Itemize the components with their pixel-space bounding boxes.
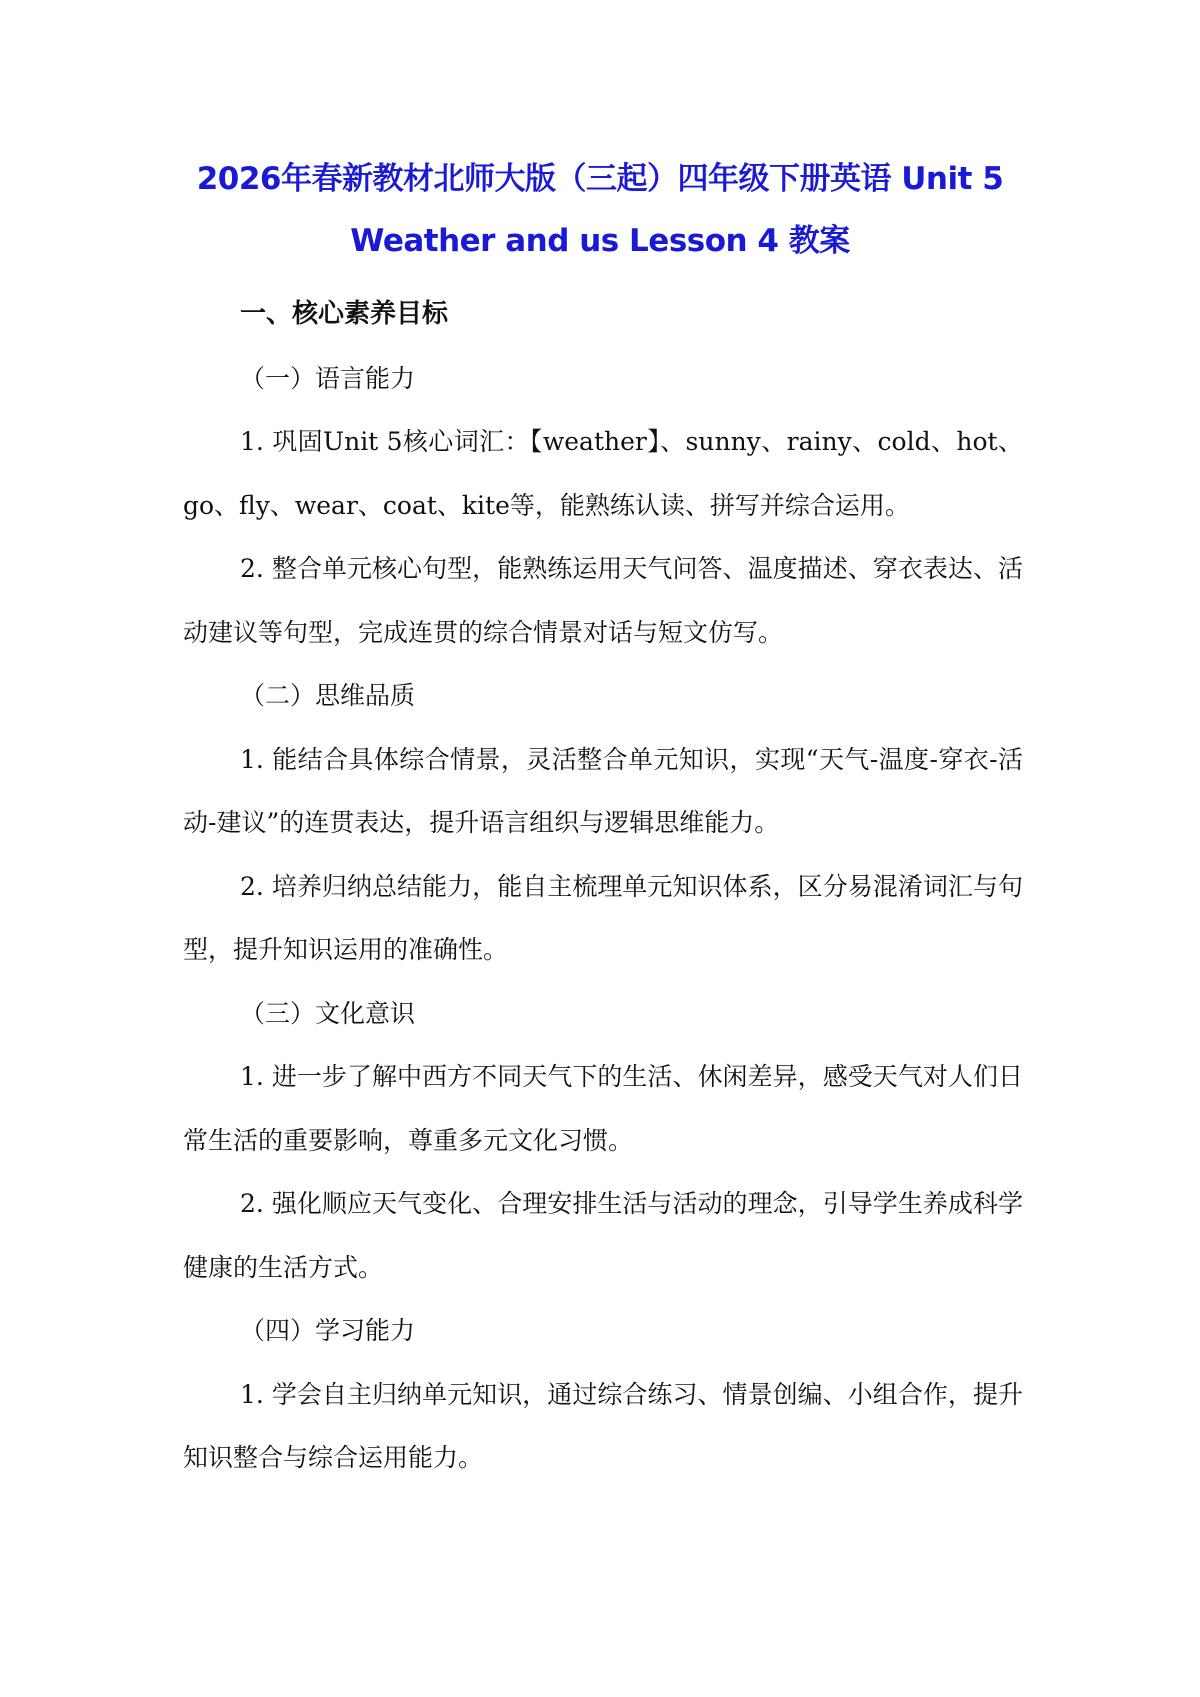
document-title: [150, 148, 1050, 272]
subsection-heading: （一）语言能力: [240, 363, 416, 393]
paragraph: 1. 巩固Unit 5核心词汇：【weather】、sunny、rainy、cold、hot、go、fly、wear、coat、kite等，能熟练认读、拼写并综合运用。: [183, 427, 1023, 520]
paragraph: 2. 培养归纳总结能力，能自主梳理单元知识体系，区分易混淆词汇与句型，提升知识运用的准确性。: [183, 871, 1023, 964]
paragraph: 1. 进一步了解中西方不同天气下的生活、休闲差异，感受天气对人们日常生活的重要影响，尊重多元文化习惯。: [183, 1062, 1023, 1155]
subsection-heading: （四）学习能力: [240, 1316, 416, 1345]
document-body: [183, 283, 1023, 1490]
subsection-heading: （三）文化意识: [240, 998, 416, 1028]
paragraph: 1. 学会自主归纳单元知识，通过综合练习、情景创编、小组合作，提升知识整合与综合运用能力。: [183, 1379, 1023, 1472]
paragraph: 2. 强化顺应天气变化、合理安排生活与活动的理念，引导学生养成科学健康的生活方式。: [183, 1189, 1023, 1282]
subsection-heading: （二）思维品质: [240, 681, 416, 710]
section-heading: 一、核心素养目标: [240, 299, 449, 329]
paragraph: 1. 能结合具体综合情景，灵活整合单元知识，实现“天气-温度-穿衣-活动-建议”的连贯表达，提升语言组织与逻辑思维能力。: [183, 744, 1023, 837]
paragraph: 2. 整合单元核心句型，能熟练运用天气问答、温度描述、穿衣表达、活动建议等句型，完成连贯的综合情景对话与短文仿写。: [183, 554, 1023, 647]
title-line-1: 2026年春新教材北师大版（三起）四年级下册英语 Unit 5: [196, 161, 1004, 197]
title-line-2: Weather and us Lesson 4 教案: [350, 223, 850, 259]
